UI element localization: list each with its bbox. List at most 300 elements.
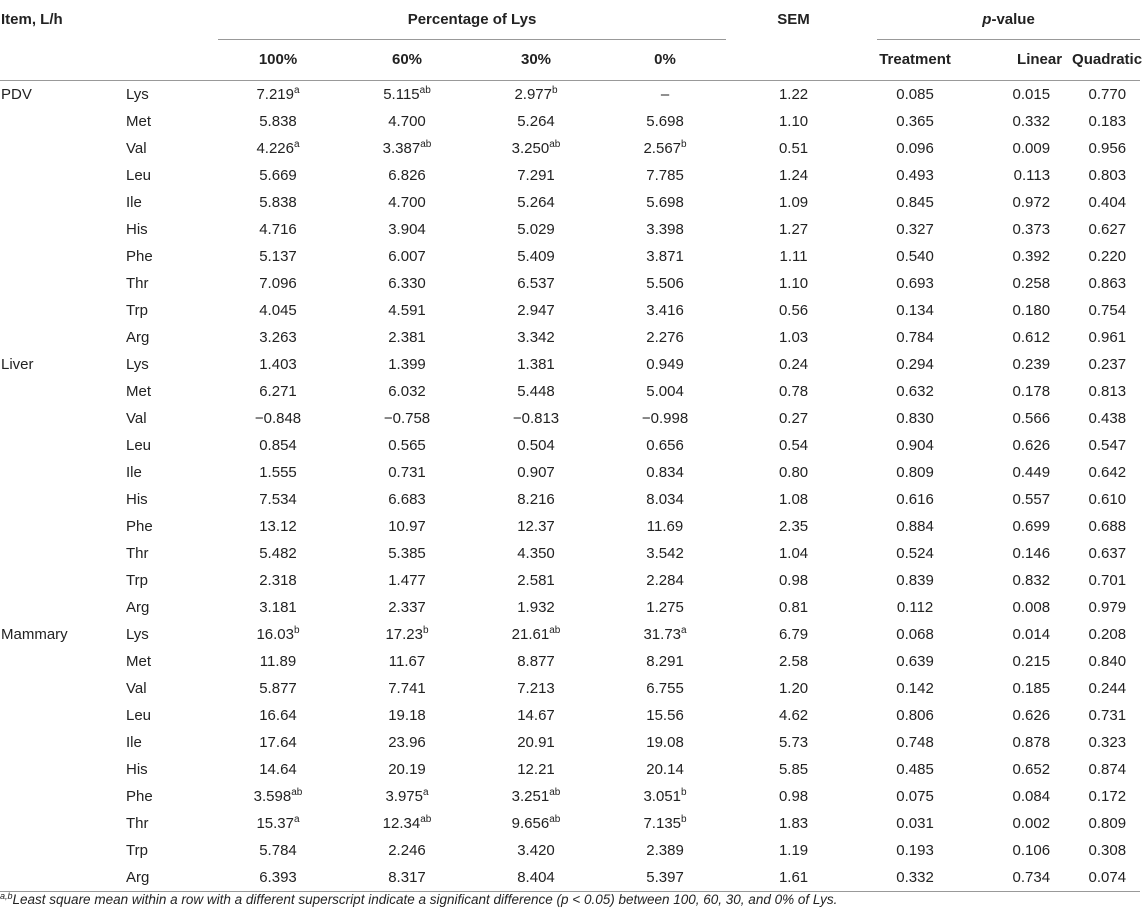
value-cell: 5.669 [259, 167, 297, 184]
amino-acid-label: Val [126, 680, 147, 697]
pvalue-cell: 0.616 [896, 491, 934, 508]
value-cell: 11.69 [646, 518, 684, 535]
table-row [0, 459, 1140, 486]
group-label: PDV [1, 86, 32, 103]
percentage-group-header: Percentage of Lys [214, 0, 730, 40]
value-cell: 6.330 [388, 275, 426, 292]
pvalue-cell: 0.014 [1012, 626, 1051, 643]
group-label [0, 594, 126, 621]
value-cell: 10.97 [388, 518, 426, 535]
value-cell: 17.23$^b$ [385, 625, 429, 643]
pvalue-cell: 0.754 [1088, 302, 1127, 319]
value-cell: 5.115$^{ab}$ [383, 85, 431, 103]
amino-acid-label: Ile [126, 464, 142, 481]
pvalue-cell: 0.832 [1012, 572, 1051, 589]
pvalue-cell: 0.784 [896, 329, 934, 346]
sem-cell: 0.78 [778, 383, 809, 400]
sem-cell: 1.22 [778, 86, 809, 103]
value-cell: 16.03$^b$ [256, 625, 300, 643]
group-label [0, 729, 126, 756]
table-row [0, 648, 1140, 675]
sem-cell: 1.19 [778, 842, 809, 859]
value-cell: 5.482 [259, 545, 297, 562]
table-row [0, 594, 1140, 621]
value-cell: 11.67 [388, 653, 426, 670]
value-cell: 6.271 [259, 383, 297, 400]
pvalue-cell: 0.075 [896, 788, 934, 805]
value-cell: 3.250$^{ab}$ [511, 139, 561, 157]
group-label [0, 864, 126, 892]
amino-acid-label: Phe [126, 788, 153, 805]
item-header: Item, L/h [1, 11, 63, 28]
table-row [0, 837, 1140, 864]
group-label [0, 702, 126, 729]
value-cell: 21.61$^{ab}$ [511, 625, 561, 643]
pvalue-cell: 0.438 [1088, 410, 1127, 427]
value-cell: 2.246 [388, 842, 426, 859]
pvalue-cell: 0.373 [1012, 221, 1051, 238]
value-cell: −0.813 [512, 410, 560, 427]
group-label: Liver [1, 356, 34, 373]
pvalue-cell: 0.002 [1012, 815, 1051, 832]
sem-cell: 1.11 [779, 248, 808, 265]
pvalue-cell: 0.884 [896, 518, 934, 535]
amino-acid-label: Lys [126, 356, 149, 373]
value-cell: 7.096 [259, 275, 297, 292]
value-cell: 5.004 [646, 383, 684, 400]
group-label [0, 567, 126, 594]
table-row [0, 297, 1140, 324]
value-cell: 2.567$^b$ [643, 139, 687, 157]
amino-acid-label: Met [126, 653, 152, 670]
group-label [0, 243, 126, 270]
value-cell: 1.399 [388, 356, 426, 373]
group-label [0, 162, 126, 189]
linear-header: Linear [973, 40, 1072, 81]
pvalue-cell: 0.632 [896, 383, 934, 400]
value-cell: 3.420 [517, 842, 555, 859]
sem-cell: 1.24 [778, 167, 809, 184]
value-cell: 14.67 [517, 707, 555, 724]
value-cell: −0.998 [641, 410, 689, 427]
pvalue-cell: 0.493 [896, 167, 934, 184]
value-cell: 7.213 [517, 680, 555, 697]
amino-acid-label: Phe [126, 248, 153, 265]
value-cell: 0.949 [646, 356, 684, 373]
pvalue-cell: 0.961 [1088, 329, 1127, 346]
pvalue-cell: 0.084 [1012, 788, 1051, 805]
value-cell: 1.555 [259, 464, 297, 481]
pvalue-cell: 0.327 [896, 221, 934, 238]
sem-cell: 1.03 [778, 329, 809, 346]
pvalue-cell: 0.449 [1012, 464, 1051, 481]
group-label [0, 540, 126, 567]
quadratic-header: Quadratic [1072, 40, 1140, 81]
value-cell: 2.977$^b$ [514, 85, 558, 103]
value-cell: 2.318 [259, 572, 297, 589]
level-header-60: 60% [342, 40, 472, 81]
value-cell: 3.387$^{ab}$ [382, 139, 432, 157]
pvalue-cell: 0.626 [1012, 437, 1051, 454]
value-cell: 4.700 [388, 113, 426, 130]
pvalue-cell: 0.220 [1088, 248, 1127, 265]
pvalue-cell: 0.642 [1088, 464, 1127, 481]
sem-cell: 1.09 [778, 194, 809, 211]
value-cell: 8.404 [472, 864, 600, 892]
pvalue-cell: 0.610 [1088, 491, 1127, 508]
value-cell: 11.89 [259, 653, 297, 670]
pvalue-cell: 0.748 [896, 734, 934, 751]
pvalue-cell: 0.009 [1012, 140, 1051, 157]
amino-acid-label: Trp [126, 572, 148, 589]
value-cell: 5.698 [646, 194, 684, 211]
amino-acid-label: Trp [126, 842, 148, 859]
pvalue-cell: 0.972 [1012, 194, 1051, 211]
value-cell: 0.731 [388, 464, 426, 481]
value-cell: 5.784 [259, 842, 297, 859]
value-cell: 7.219$^a$ [256, 85, 300, 103]
pvalue-cell: 0.113 [1013, 167, 1051, 184]
value-cell: 4.591 [388, 302, 426, 319]
value-cell: 15.56 [646, 707, 684, 724]
pvalue-cell: 0.830 [896, 410, 934, 427]
sem-cell: 5.73 [778, 734, 809, 751]
value-cell: 0.565 [388, 437, 426, 454]
value-cell: 3.251$^{ab}$ [511, 787, 561, 805]
value-cell: 7.741 [388, 680, 426, 697]
table-row [0, 702, 1140, 729]
pvalue-cell: 0.096 [896, 140, 934, 157]
value-cell: 2.389 [646, 842, 684, 859]
table-row [0, 270, 1140, 297]
table-row [0, 351, 1140, 378]
group-label [0, 324, 126, 351]
table-row [0, 567, 1140, 594]
value-cell: 7.135$^b$ [643, 814, 687, 832]
group-label [0, 837, 126, 864]
pvalue-cell: 0.626 [1012, 707, 1051, 724]
value-cell: 6.683 [388, 491, 426, 508]
amino-acid-label: Ile [126, 734, 142, 751]
value-cell: 15.37$^a$ [256, 814, 300, 832]
value-cell: 1.381 [517, 356, 555, 373]
pvalue-cell: 0.652 [1012, 761, 1051, 778]
value-cell: 4.716 [259, 221, 297, 238]
pvalue-cell: 0.239 [1012, 356, 1051, 373]
value-cell: 8.291 [646, 653, 684, 670]
sem-cell: 1.08 [778, 491, 809, 508]
value-cell: 2.337 [388, 599, 426, 616]
group-label [0, 135, 126, 162]
amino-acid-label: Ile [126, 194, 142, 211]
table-row [0, 783, 1140, 810]
group-label: Mammary [1, 626, 68, 643]
table-row [0, 189, 1140, 216]
value-cell: 5.264 [517, 113, 555, 130]
pvalue-cell: 0.258 [1012, 275, 1051, 292]
value-cell: 3.051$^b$ [643, 787, 687, 805]
value-cell: 3.975$^a$ [385, 787, 429, 805]
value-cell: 3.542 [646, 545, 684, 562]
group-label [0, 648, 126, 675]
pvalue-cell: 0.845 [896, 194, 934, 211]
value-cell: 6.032 [388, 383, 426, 400]
value-cell: 6.826 [388, 167, 426, 184]
amino-acid-label: Trp [126, 302, 148, 319]
value-cell: 12.37 [517, 518, 555, 535]
pvalue-cell: 0.185 [1012, 680, 1051, 697]
pvalue-cell: 0.008 [1012, 599, 1051, 616]
group-label [0, 486, 126, 513]
table-row [0, 324, 1140, 351]
table-row [0, 540, 1140, 567]
amino-acid-label: His [126, 221, 148, 238]
table-row [0, 675, 1140, 702]
value-cell: 19.18 [388, 707, 426, 724]
pvalue-cell: 0.701 [1088, 572, 1127, 589]
amino-acid-label: Thr [126, 815, 149, 832]
value-cell: 31.73$^a$ [643, 625, 687, 643]
sem-cell: 6.79 [778, 626, 809, 643]
table-row [0, 108, 1140, 135]
value-cell: 1.477 [388, 572, 426, 589]
sem-cell: 5.85 [778, 761, 809, 778]
pvalue-cell: 0.215 [1012, 653, 1051, 670]
amino-acid-label: Leu [126, 437, 152, 454]
table-row [0, 243, 1140, 270]
table-row [0, 81, 1140, 109]
value-cell: 3.416 [646, 302, 684, 319]
value-cell: 3.181 [259, 599, 297, 616]
group-label [0, 216, 126, 243]
sem-cell: 1.04 [778, 545, 809, 562]
value-cell: 5.264 [517, 194, 555, 211]
pvalue-cell: 0.178 [1012, 383, 1051, 400]
value-cell: 6.007 [388, 248, 426, 265]
table-row [0, 756, 1140, 783]
pvalue-cell: 0.332 [1012, 113, 1051, 130]
value-cell: 0.834 [646, 464, 684, 481]
value-cell: 0.504 [517, 437, 555, 454]
value-cell: 3.263 [259, 329, 297, 346]
sem-cell: 0.56 [778, 302, 809, 319]
value-cell: 5.385 [388, 545, 426, 562]
level-header-30: 30% [472, 40, 600, 81]
value-cell: 13.12 [259, 518, 297, 535]
value-cell: 0.656 [646, 437, 684, 454]
value-cell: 5.137 [259, 248, 297, 265]
value-cell: 14.64 [259, 761, 297, 778]
pvalue-cell: 0.813 [1088, 383, 1127, 400]
amino-acid-label: Met [126, 113, 152, 130]
pvalue-cell: 0.627 [1088, 221, 1127, 238]
amino-acid-label: His [126, 491, 148, 508]
value-cell: 17.64 [259, 734, 297, 751]
pvalue-cell: 0.068 [896, 626, 934, 643]
value-cell: – [660, 86, 670, 103]
group-label [0, 405, 126, 432]
table-row [0, 486, 1140, 513]
pvalue-cell: 0.074 [1072, 864, 1140, 892]
value-cell: 3.342 [517, 329, 555, 346]
pvalue-cell: 0.839 [896, 572, 934, 589]
value-cell: 20.14 [646, 761, 684, 778]
group-label [0, 297, 126, 324]
group-label [0, 189, 126, 216]
sem-cell: 0.98 [778, 572, 809, 589]
value-cell: 8.877 [517, 653, 555, 670]
pvalue-cell: 0.688 [1088, 518, 1127, 535]
amino-acid-label: Leu [126, 707, 152, 724]
pvalue-cell: 0.699 [1012, 518, 1051, 535]
sem-cell: 1.83 [778, 815, 809, 832]
pvalue-cell: 0.112 [896, 599, 934, 616]
pvalue-cell: 0.540 [896, 248, 934, 265]
amino-acid-label: His [126, 761, 148, 778]
value-cell: 12.21 [517, 761, 555, 778]
pvalue-cell: 0.806 [896, 707, 934, 724]
amino-acid-label: Val [126, 410, 147, 427]
pvalue-cell: 0.031 [896, 815, 934, 832]
sem-cell: 1.20 [778, 680, 809, 697]
pvalue-cell: 0.770 [1088, 86, 1127, 103]
amino-acid-label: Arg [126, 864, 214, 892]
sem-cell: 1.10 [778, 275, 809, 292]
value-cell: 9.656$^{ab}$ [511, 814, 561, 832]
value-cell: 6.537 [517, 275, 555, 292]
footnote: $^{a,b}$Least square mean within a row with a different superscript indicate a significant difference (p < 0.05) between 100, 60, 30, and 0% of Lys. [0, 891, 838, 907]
group-label [0, 459, 126, 486]
pvalue-cell: 0.332 [857, 864, 973, 892]
pvalue-cell: 0.863 [1088, 275, 1127, 292]
table-row [0, 729, 1140, 756]
value-cell: 2.381 [388, 329, 426, 346]
sem-cell: 0.51 [778, 140, 809, 157]
pvalue-cell: 0.803 [1088, 167, 1127, 184]
pvalue-cell: 0.485 [896, 761, 934, 778]
value-cell: 8.317 [342, 864, 472, 892]
group-label [0, 432, 126, 459]
amino-acid-label: Thr [126, 545, 149, 562]
group-label [0, 675, 126, 702]
pvalue-cell: 0.106 [1012, 842, 1051, 859]
amino-acid-label: Leu [126, 167, 152, 184]
pvalue-cell: 0.172 [1088, 788, 1127, 805]
table-row [0, 405, 1140, 432]
sem-cell: 0.81 [778, 599, 809, 616]
value-cell: 4.350 [517, 545, 555, 562]
value-cell: 5.397 [600, 864, 730, 892]
value-cell: 6.755 [646, 680, 684, 697]
value-cell: 5.409 [517, 248, 555, 265]
pvalue-cell: 0.524 [896, 545, 934, 562]
pvalue-cell: 0.547 [1088, 437, 1127, 454]
level-header-100: 100% [214, 40, 342, 81]
value-cell: 8.216 [517, 491, 555, 508]
amino-acid-label: Lys [126, 626, 149, 643]
amino-acid-label: Val [126, 140, 147, 157]
value-cell: 20.19 [388, 761, 426, 778]
pvalue-cell: 0.193 [896, 842, 934, 859]
value-cell: 7.534 [259, 491, 297, 508]
amino-acid-label: Met [126, 383, 152, 400]
pvalue-cell: 0.365 [896, 113, 934, 130]
value-cell: 3.598$^{ab}$ [253, 787, 303, 805]
group-label [0, 270, 126, 297]
pvalue-cell: 0.557 [1012, 491, 1051, 508]
level-header-0: 0% [600, 40, 730, 81]
pvalue-cell: 0.180 [1012, 302, 1051, 319]
amino-acid-label: Phe [126, 518, 153, 535]
pvalue-cell: 0.183 [1088, 113, 1127, 130]
value-cell: 16.64 [259, 707, 297, 724]
pvalue-cell: 0.809 [896, 464, 934, 481]
sem-cell: 1.61 [730, 864, 857, 892]
group-label [0, 756, 126, 783]
pvalue-cell: 0.693 [896, 275, 934, 292]
pvalue-cell: 0.639 [896, 653, 934, 670]
value-cell: 2.947 [517, 302, 555, 319]
pvalue-cell: 0.979 [1088, 599, 1127, 616]
pvalue-cell: 0.142 [896, 680, 934, 697]
pvalue-cell: 0.874 [1088, 761, 1127, 778]
value-cell: 3.904 [388, 221, 426, 238]
pvalue-cell: 0.731 [1088, 707, 1127, 724]
value-cell: 20.91 [517, 734, 555, 751]
sem-cell: 2.58 [778, 653, 809, 670]
table-body [0, 81, 1140, 892]
sem-cell: 0.24 [778, 356, 809, 373]
group-label [0, 378, 126, 405]
table-row [0, 621, 1140, 648]
group-label [0, 783, 126, 810]
table-row [0, 864, 1140, 892]
amino-acid-label: Arg [126, 329, 150, 346]
table-row [0, 810, 1140, 837]
value-cell: 5.448 [517, 383, 555, 400]
sem-cell: 2.35 [778, 518, 809, 535]
sem-cell: 0.27 [778, 410, 809, 427]
value-cell: 1.932 [517, 599, 555, 616]
pvalue-cell: 0.956 [1088, 140, 1127, 157]
table-row [0, 432, 1140, 459]
sem-cell: 0.98 [778, 788, 809, 805]
pvalue-group-header: p-value [857, 0, 1140, 40]
group-label [0, 513, 126, 540]
pvalue-cell: 0.237 [1088, 356, 1127, 373]
sem-cell: 1.10 [778, 113, 809, 130]
value-cell: 5.838 [259, 194, 297, 211]
pvalue-cell: 0.878 [1012, 734, 1051, 751]
value-cell: −0.758 [383, 410, 431, 427]
pvalue-cell: 0.637 [1088, 545, 1127, 562]
value-cell: 2.276 [646, 329, 684, 346]
pvalue-cell: 0.244 [1088, 680, 1127, 697]
value-cell: 0.907 [517, 464, 555, 481]
value-cell: 19.08 [646, 734, 684, 751]
value-cell: 23.96 [388, 734, 426, 751]
table-row [0, 135, 1140, 162]
value-cell: 5.506 [646, 275, 684, 292]
value-cell: 5.698 [646, 113, 684, 130]
table-row [0, 513, 1140, 540]
pvalue-cell: 0.566 [1012, 410, 1051, 427]
pvalue-cell: 0.404 [1088, 194, 1127, 211]
amino-acid-label: Lys [126, 86, 149, 103]
pvalue-cell: 0.294 [896, 356, 934, 373]
table-row [0, 216, 1140, 243]
value-cell: 4.700 [388, 194, 426, 211]
